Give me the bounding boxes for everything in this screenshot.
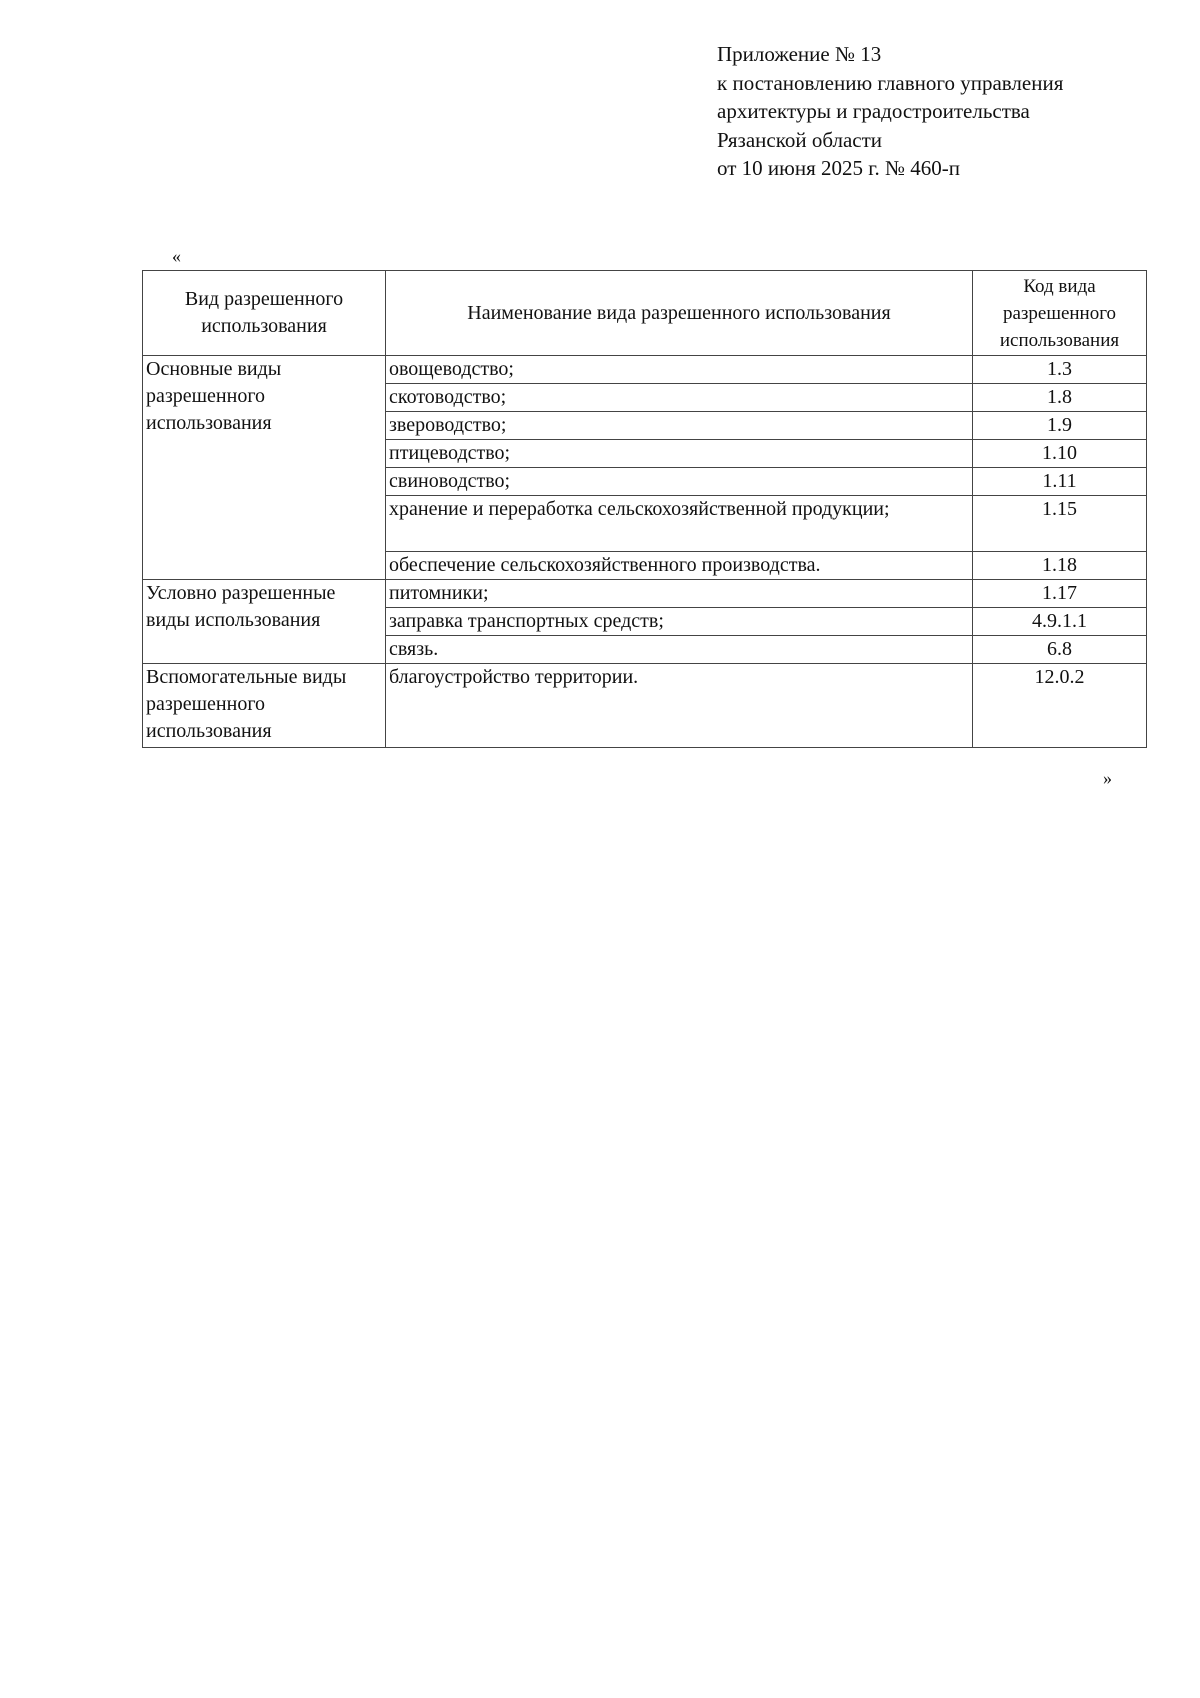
use-name-cell: обеспечение сельскохозяйственного производства. <box>386 552 973 580</box>
use-code-cell: 1.3 <box>973 356 1147 384</box>
table-row <box>143 356 1147 384</box>
use-name-cell: звероводство; <box>386 412 973 440</box>
use-code-cell: 4.9.1.1 <box>973 608 1147 636</box>
use-name-cell: связь. <box>386 636 973 664</box>
appendix-header <box>717 40 1063 183</box>
appendix-number: Приложение № 13 <box>717 42 882 66</box>
resolution-date: от 10 июня 2025 г. № 460-п <box>717 156 960 180</box>
use-name-cell: хранение и переработка сельскохозяйственной продукции; <box>386 496 973 552</box>
region-line: Рязанской области <box>717 127 883 152</box>
use-code-cell: 1.11 <box>973 468 1147 496</box>
resolution-ref: к постановлению главного управления <box>717 70 1064 95</box>
use-code-cell: 1.9 <box>973 412 1147 440</box>
column-header-code: Код вида разрешенного использования <box>973 271 1147 356</box>
use-name-cell: заправка транспортных средств; <box>386 608 973 636</box>
use-code-cell: 1.8 <box>973 384 1147 412</box>
category-cell: Вспомогательные виды разрешенного использования <box>143 664 386 748</box>
category-cell: Условно разрешенные виды использования <box>143 580 386 664</box>
closing-quote: » <box>1103 768 1112 788</box>
opening-quote: « <box>172 246 181 266</box>
table-header-row <box>143 271 1147 356</box>
use-name-cell: свиноводство; <box>386 468 973 496</box>
use-code-cell: 1.15 <box>973 496 1147 552</box>
authority-line: архитектуры и градостроительства <box>717 99 1030 123</box>
use-code-cell: 1.18 <box>973 552 1147 580</box>
table-row <box>143 580 1147 608</box>
use-name-cell: питомники; <box>386 580 973 608</box>
land-use-table <box>142 270 1147 748</box>
use-name-cell: благоустройство территории. <box>386 664 973 748</box>
category-cell: Основные виды разрешенного использования <box>143 356 386 580</box>
use-code-cell: 1.10 <box>973 440 1147 468</box>
use-code-cell: 12.0.2 <box>973 664 1147 748</box>
use-name-cell: птицеводство; <box>386 440 973 468</box>
table-row <box>143 664 1147 748</box>
use-code-cell: 6.8 <box>973 636 1147 664</box>
use-name-cell: скотоводство; <box>386 384 973 412</box>
column-header-type: Вид разрешенного использования <box>143 271 386 356</box>
use-code-cell: 1.17 <box>973 580 1147 608</box>
column-header-name: Наименование вида разрешенного использования <box>386 271 973 356</box>
use-name-cell: овощеводство; <box>386 356 973 384</box>
